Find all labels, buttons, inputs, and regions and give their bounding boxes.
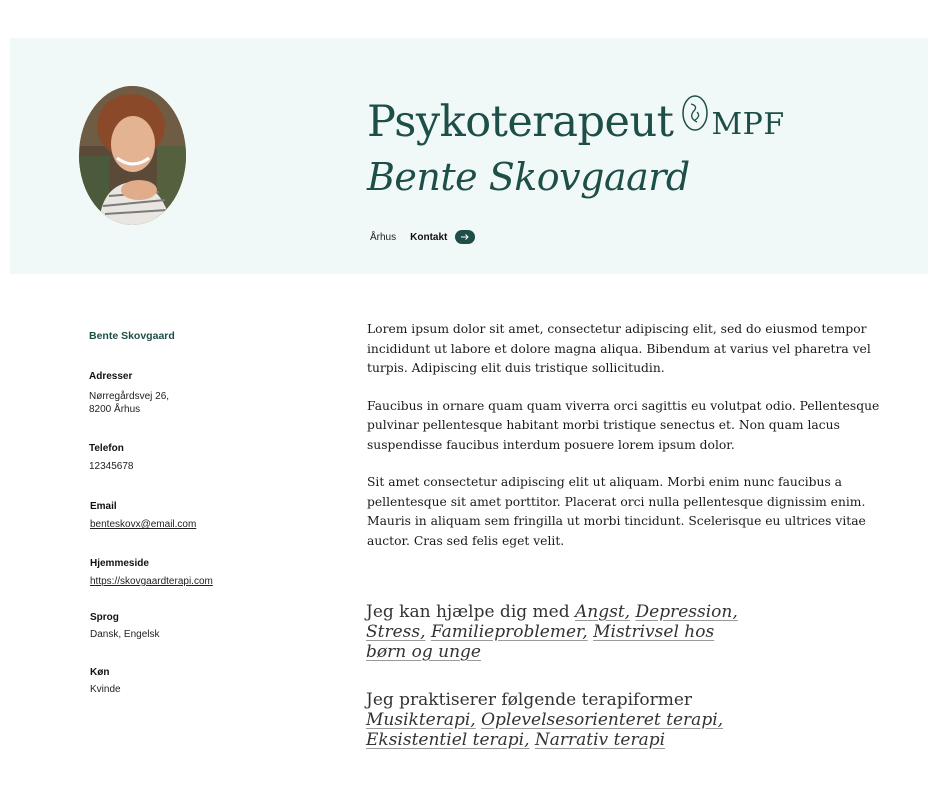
- sidebar-name: Bente Skovgaard: [89, 330, 175, 342]
- mpf-seal-icon: [681, 92, 709, 144]
- arrow-right-icon: [460, 233, 470, 241]
- page-title: [367, 92, 785, 151]
- phone-label: Telefon: [89, 443, 124, 454]
- therapy-tag[interactable]: Oplevelsesorienteret terapi,: [481, 710, 724, 730]
- gender-value: Kvinde: [90, 684, 121, 695]
- mpf-badge: MPF: [711, 107, 785, 142]
- website-label: Hjemmeside: [90, 558, 149, 569]
- therapist-name: Bente Skovgaard: [367, 155, 690, 199]
- help-tag[interactable]: Mistrivsel hos børn og unge: [366, 622, 715, 662]
- bio-paragraph: Lorem ipsum dolor sit amet, consectetur adipiscing elit, sed do eiusmod tempor incididunt ut labore et dolore magna aliqua. Bibendum at varius vel pharetra vel turpis. Adipiscing elit duis tristique sollicitudin.: [367, 322, 871, 375]
- bio-paragraph: Faucibus in ornare quam quam viverra orci sagittis eu volutpat odio. Pellentesque pulvinar pellentesque habitant morbi tristique senectus et. Non quam lacus suspendisse faucibus interdum posuere lorem ipsum dolor.: [367, 398, 880, 452]
- therapy-tag[interactable]: Eksistentiel terapi,: [366, 730, 530, 750]
- phone-value: 12345678: [89, 461, 134, 472]
- language-label: Sprog: [90, 612, 119, 623]
- website-value: [90, 575, 213, 588]
- help-tag[interactable]: Familieproblemer,: [430, 622, 588, 642]
- bio-paragraph: Sit amet consectetur adipiscing elit ut aliquam. Morbi enim nunc faucibus a pellentesque sit amet porttitor. Placerat orci nulla pellentesque dignissim enim. Mauris in aliquam sem fringilla ut morbi tincidunt. Scelerisque eu ultrices vitae auctor. Cras sed felis eget velit.: [367, 475, 866, 548]
- help-areas: [366, 602, 746, 662]
- avatar: [79, 86, 186, 225]
- website-link[interactable]: https://skovgaardterapi.com: [90, 576, 213, 587]
- address-label: Adresser: [89, 371, 133, 382]
- language-value: Dansk, Engelsk: [90, 629, 160, 640]
- portrait-photo: [79, 86, 186, 225]
- city-label: Århus: [370, 231, 397, 243]
- help-tag[interactable]: Angst,: [575, 602, 631, 622]
- therapy-forms: [366, 690, 766, 750]
- contact-link[interactable]: Kontakt: [410, 231, 448, 243]
- gender-label: Køn: [90, 667, 110, 678]
- title-profession: Psykoterapeut: [367, 97, 674, 147]
- email-label: Email: [90, 501, 117, 512]
- address-line2: 8200 Århus: [89, 404, 141, 415]
- help-tag[interactable]: Depression,: [635, 602, 738, 622]
- help-intro: Jeg kan hjælpe dig med: [366, 602, 570, 622]
- therapy-intro: Jeg praktiserer følgende terapiformer: [366, 690, 693, 710]
- contact-arrow-button[interactable]: [455, 230, 475, 244]
- therapy-tag[interactable]: Musikterapi,: [366, 710, 476, 730]
- therapy-tag[interactable]: Narrativ terapi: [534, 730, 666, 750]
- help-tag[interactable]: Stress,: [366, 622, 426, 642]
- email-value: [90, 518, 196, 531]
- hero-nav: [370, 228, 475, 246]
- bio-text: [367, 320, 882, 569]
- email-link[interactable]: benteskovx@email.com: [90, 519, 197, 530]
- address-line1: Nørregårdsvej 26,: [89, 391, 170, 402]
